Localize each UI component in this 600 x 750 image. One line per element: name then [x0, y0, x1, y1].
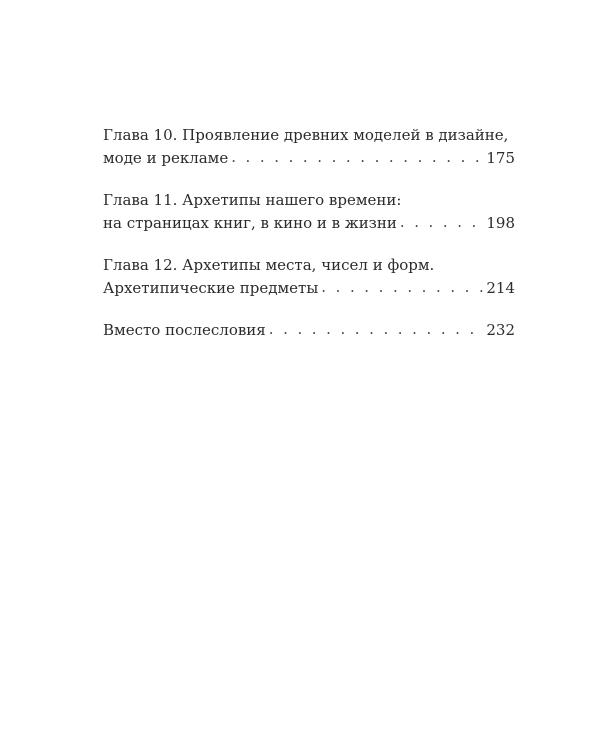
toc-entry-chapter-10 [103, 124, 515, 170]
toc-entry-chapter-12 [103, 254, 515, 300]
dot-leader [321, 276, 483, 299]
toc-entry-last-line [103, 277, 515, 300]
dot-leader [231, 146, 483, 169]
toc-entry-afterword [103, 319, 515, 342]
toc-entry-title: Глава 11. Архетипы нашего времени: [103, 191, 402, 209]
toc-entry-last-line [103, 147, 515, 170]
toc-entry-title-continuation: Архетипические предметы [103, 279, 319, 297]
page-number: 232 [486, 321, 515, 339]
page-number: 214 [486, 279, 515, 297]
toc-entry-title: Глава 12. Архетипы места, чисел и форм. [103, 256, 435, 274]
page-number: 175 [486, 149, 515, 167]
toc-entry-title-continuation: на страницах книг, в кино и в жизни [103, 214, 397, 232]
table-of-contents [103, 124, 515, 361]
page-number: 198 [486, 214, 515, 232]
toc-entry-last-line [103, 212, 515, 235]
toc-entry-title: Вместо послесловия [103, 321, 266, 339]
dot-leader [269, 318, 484, 341]
dot-leader [400, 211, 483, 234]
toc-entry-title: Глава 10. Проявление древних моделей в дизайне, [103, 126, 509, 144]
toc-entry-title-continuation: моде и рекламе [103, 149, 229, 167]
toc-entry-last-line [103, 319, 515, 342]
toc-entry-chapter-11 [103, 189, 515, 235]
